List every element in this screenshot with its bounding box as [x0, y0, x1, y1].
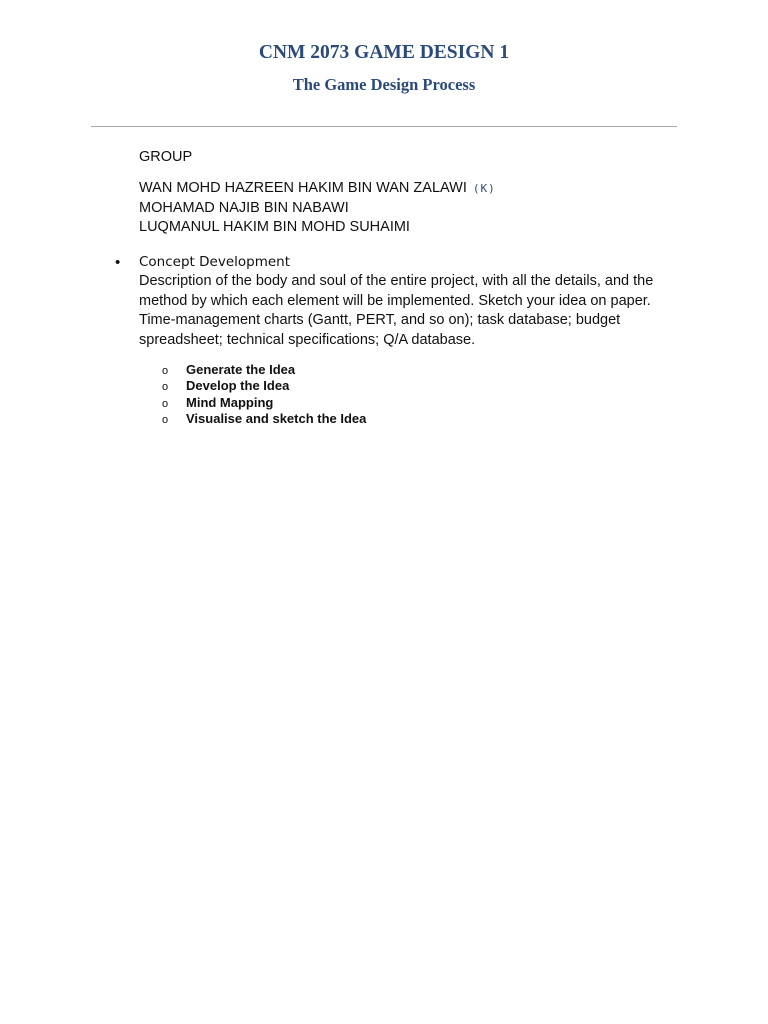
member-list: [139, 179, 496, 238]
circle-bullet-icon: o: [162, 365, 169, 377]
circle-bullet-icon: o: [162, 413, 169, 426]
list-item: [162, 395, 366, 411]
member-name: [139, 179, 496, 199]
sub-item-list: [162, 362, 366, 427]
list-item-label: Mind Mapping: [186, 394, 274, 410]
member-name-text: WAN MOHD HAZREEN HAKIM BIN WAN ZALAWI: [139, 180, 467, 196]
list-item-label: Generate the Idea: [186, 362, 296, 377]
list-item: [162, 378, 366, 394]
circle-bullet-icon: o: [162, 381, 169, 394]
bullet-icon: •: [115, 254, 121, 271]
divider: [91, 126, 677, 127]
circle-bullet-icon: o: [162, 397, 169, 410]
section-description: Description of the body and soul of the entire project, with all the details, and the method by which each element will be implemented. Sketch your idea on paper. Time-management charts (Gantt, PERT, and so on); task database; budget spreadsheet; technical specifications; Q/A database.: [139, 273, 654, 348]
list-item-label: Develop the Idea: [186, 378, 290, 394]
document-title: CNM 2073 GAME DESIGN 1: [258, 42, 510, 63]
list-item-label: Visualise and sketch the Idea: [186, 410, 367, 426]
document-subtitle: The Game Design Process: [292, 75, 476, 94]
leader-mark: (K): [472, 182, 496, 195]
list-item: [162, 362, 366, 378]
member-name: LUQMANUL HAKIM BIN MOHD SUHAIMI: [139, 219, 410, 235]
list-item: [162, 411, 366, 427]
member-name: MOHAMAD NAJIB BIN NABAWI: [139, 199, 349, 216]
section-heading: Concept Development: [139, 254, 291, 270]
group-label: GROUP: [139, 149, 193, 165]
